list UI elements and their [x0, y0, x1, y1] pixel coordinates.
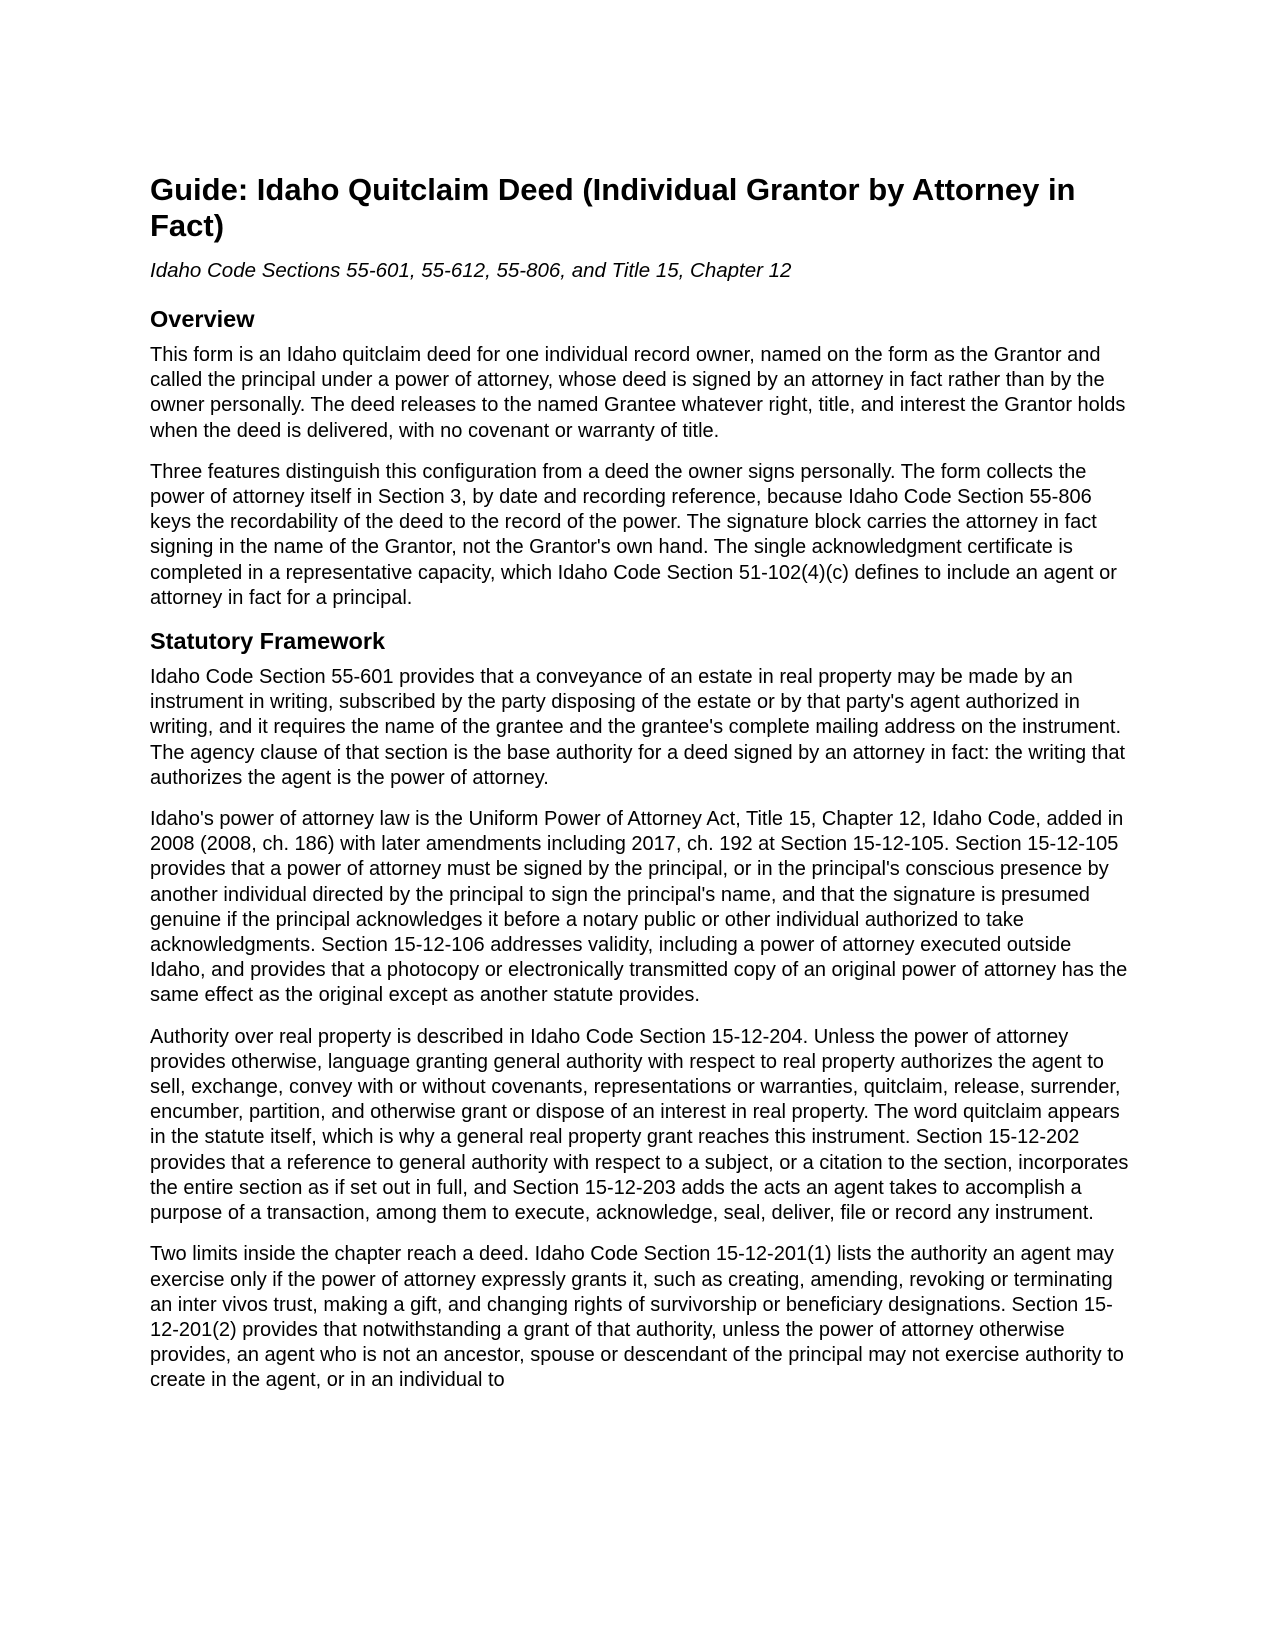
paragraph: This form is an Idaho quitclaim deed for one individual record owner, named on the form as the Grantor and called the principal under a power of attorney, whose deed is signed by an attorney in fact rather than by the owner personally. The deed releases to the named Grantee whatever right, title, and interest the Grantor holds when the deed is delivered, with no covenant or warranty of title.: [150, 344, 1126, 442]
document-subtitle: Idaho Code Sections 55-601, 55-612, 55-806, and Title 15, Chapter 12: [150, 259, 792, 282]
document-title: Guide: Idaho Quitclaim Deed (Individual Grantor by Attorney in Fact): [150, 172, 1076, 243]
paragraph: Two limits inside the chapter reach a deed. Idaho Code Section 15-12-201(1) lists the authority an agent may exercise only if the power of attorney expressly grants it, such as creating, amending, revoking or terminating an inter vivos trust, making a gift, and changing rights of survivorship or beneficiary designations. Section 15-12-201(2) provides that notwithstanding a grant of that authority, unless the power of attorney otherwise provides, an agent who is not an ancestor, spouse or descendant of the principal may not exercise authority to create in the agent, or in an individual to: [150, 1243, 1124, 1392]
section-statutory-framework: [150, 627, 1130, 1393]
paragraph: Idaho's power of attorney law is the Uniform Power of Attorney Act, Title 15, Chapter 12, Idaho Code, added in 2008 (2008, ch. 186) with later amendments including 2017, ch. 192 at Section 15-12-105. Section 15-12-105 provides that a power of attorney must be signed by the principal, or in the principal's conscious presence by another individual directed by the principal to sign the principal's name, and that the signature is presumed genuine if the principal acknowledges it before a notary public or other individual authorized to take acknowledgments. Section 15-12-106 addresses validity, including a power of attorney executed outside Idaho, and provides that a photocopy or electronically transmitted copy of an original power of attorney has the same effect as the original except as another statute provides.: [150, 808, 1128, 1007]
section-heading: Overview: [150, 306, 255, 332]
section-heading: Statutory Framework: [150, 628, 386, 655]
paragraph: Authority over real property is described in Idaho Code Section 15-12-204. Unless the power of attorney provides otherwise, language granting general authority with respect to real property authorizes the agent to sell, exchange, convey with or without covenants, representations or warranties, quitclaim, release, surrender, encumber, partition, and otherwise grant or dispose of an interest in real property. The word quitclaim appears in the statute itself, which is why a general real property grant reaches this instrument. Section 15-12-202 provides that a reference to general authority with respect to a subject, or a citation to the section, incorporates the entire section as if set out in full, and Section 15-12-203 adds the acts an agent takes to accomplish a purpose of a transaction, among them to execute, acknowledge, seal, deliver, file or record any instrument.: [150, 1025, 1129, 1225]
paragraph: Idaho Code Section 55-601 provides that a conveyance of an estate in real property may be made by an instrument in writing, subscribed by the party disposing of the estate or by that party's agent authorized in writing, and it requires the name of the grantee and the grantee's complete mailing address on the instrument. The agency clause of that section is the base authority for a deed signed by an attorney in fact: the writing that authorizes the agent is the power of attorney.: [150, 666, 1126, 789]
paragraph: Three features distinguish this configuration from a deed the owner signs personally. The form collects the power of attorney itself in Section 3, by date and recording reference, because Idaho Code Section 55-806 keys the recordability of the deed to the record of the power. The signature block carries the attorney in fact signing in the name of the Grantor, not the Grantor's own hand. The single acknowledgment certificate is completed in a representative capacity, which Idaho Code Section 51-102(4)(c) defines to include an agent or attorney in fact for a principal.: [150, 460, 1117, 609]
section-overview: [150, 305, 1130, 611]
document-page: [150, 172, 1130, 1410]
